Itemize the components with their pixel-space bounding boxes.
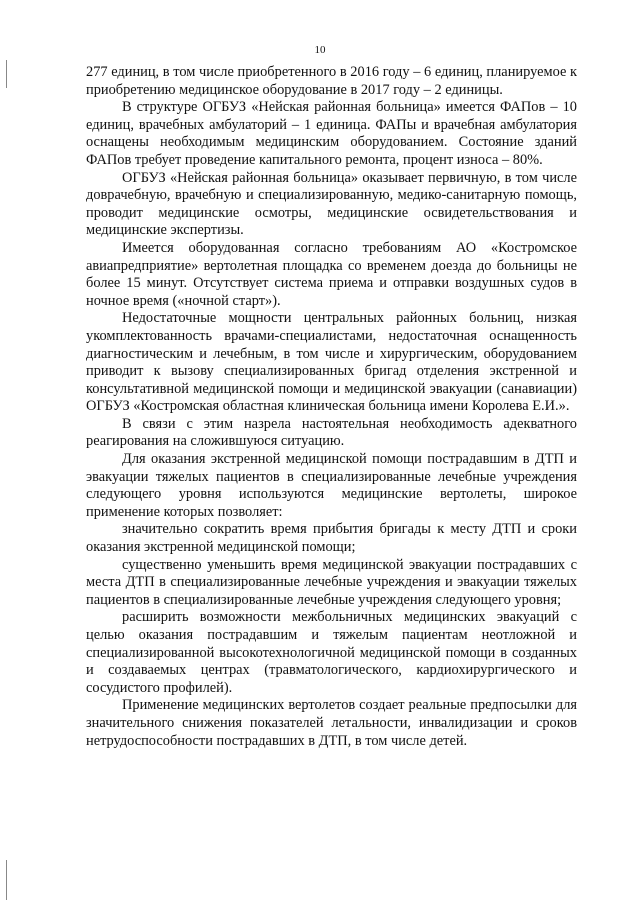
paragraph: ОГБУЗ «Нейская районная больница» оказывает первичную, в том числе доврачебную, врачебную и специализированную, медико-санитарную помощь, проводит медицинские осмотры, медицинские освидетельствования и медицинские экспертизы. <box>86 169 577 239</box>
paragraph: В структуре ОГБУЗ «Нейская районная больница» имеется ФАПов – 10 единиц, врачебных амбулаторий – 1 единица. ФАПы и врачебная амбулатория оснащены необходимым медицинским оборудованием. Состояние зданий ФАПов требует проведение капитального ремонта, процент износа – 80%. <box>86 99 577 168</box>
list-item: расширить возможности межбольничных медицинских эвакуаций с целью оказания пострадавшим и тяжелым пациентам неотложной и специализированной высокотехнологичной медицинской помощи в созданных и создаваемых центрах (травматологического, кардиохирургического и сосудистого профилей). <box>86 609 577 696</box>
paragraph: Имеется оборудованная согласно требованиям АО «Костромское авиапредприятие» вертолетная площадка со временем доезда до больницы не более 15 минут. Отсутствует система приема и отправки воздушных судов в ночное время («ночной старт»). <box>86 239 577 309</box>
scan-edge-mark-top <box>6 60 7 88</box>
paragraph: 277 единиц, в том числе приобретенного в 2016 году – 6 единиц, планируемое к приобретению медицинское оборудование в 2017 году – 2 единицы. <box>86 64 577 98</box>
scan-edge-mark-bottom <box>6 860 7 900</box>
paragraph: Применение медицинских вертолетов создает реальные предпосылки для значительного снижения показателей летальности, инвалидизации и сроков нетрудоспособности пострадавших в ДТП, в том числе детей. <box>86 697 577 749</box>
document-body <box>86 64 577 750</box>
list-item: существенно уменьшить время медицинской эвакуации пострадавших с места ДТП в специализированные лечебные учреждения и эвакуации тяжелых пациентов в специализированные лечебные учреждения следующего уровня; <box>86 556 577 608</box>
paragraph: Для оказания экстренной медицинской помощи пострадавшим в ДТП и эвакуации тяжелых пациентов в специализированные лечебные учреждения следующего уровня используются медицинские вертолеты, широкое применение которых позволяет: <box>86 451 577 520</box>
list-item: значительно сократить время прибытия бригады к месту ДТП и сроки оказания экстренной медицинской помощи; <box>86 521 577 556</box>
paragraph: Недостаточные мощности центральных районных больниц, низкая укомплектованность врачами-специалистами, недостаточная оснащенность диагностическим и лечебным, в том числе и хирургическим, оборудованием приводит к вызову специализированных бригад отделения экстренной и консультативной медицинской помощи и медицинской эвакуации (санавиации) ОГБУЗ «Костромская областная клиническая больница имени Королева Е.И.». <box>86 310 577 415</box>
paragraph: В связи с этим назрела настоятельная необходимость адекватного реагирования на сложившуюся ситуацию. <box>86 415 577 450</box>
page-number: 10 <box>314 44 326 56</box>
